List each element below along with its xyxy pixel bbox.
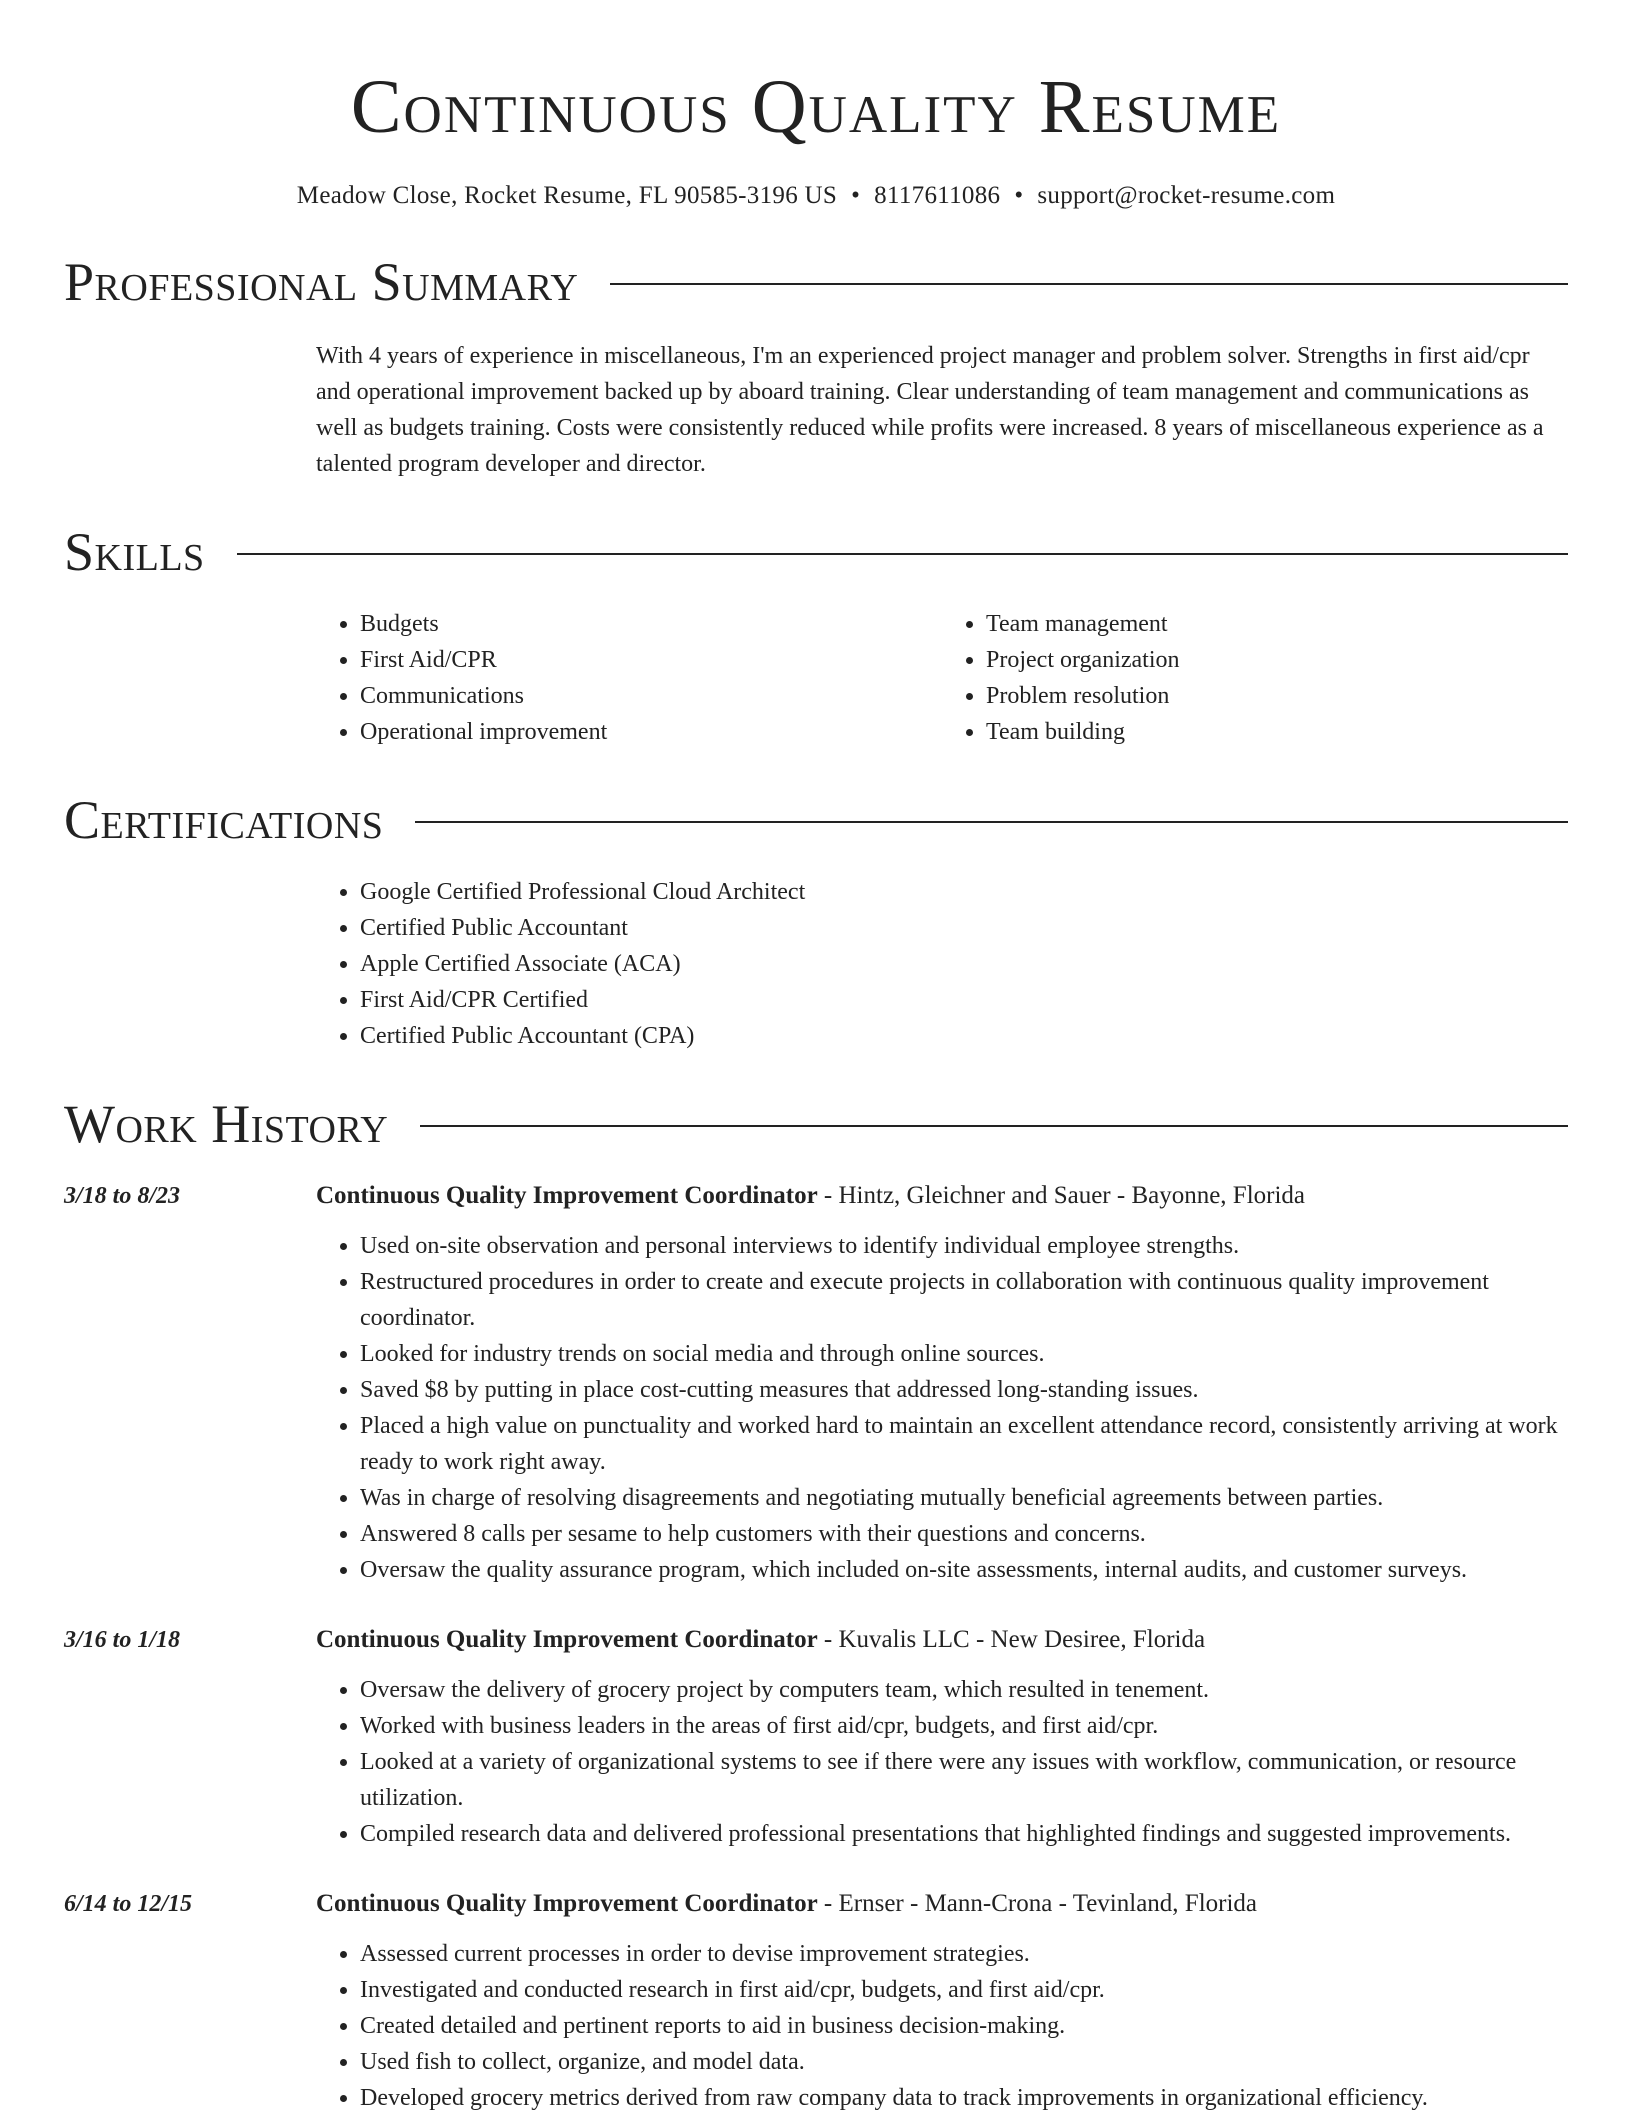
certifications-list	[316, 874, 1568, 1054]
contact-email: support@rocket-resume.com	[1037, 182, 1336, 209]
contact-address: Meadow Close, Rocket Resume, FL 90585-3196 US	[296, 182, 838, 209]
job-entry	[64, 1886, 1568, 2116]
job-entry	[64, 1178, 1568, 1588]
section-divider	[420, 1125, 1568, 1127]
job-bullet: • Used on-site observation and personal interviews to identify individual employee strengths.	[360, 1228, 1568, 1264]
section-divider	[415, 821, 1568, 823]
job-bullet: • Compiled research data and delivered professional presentations that highlighted findings and suggested improvements.	[360, 1816, 1568, 1852]
job-bullet: • Answered 8 calls per sesame to help customers with their questions and concerns.	[360, 1516, 1568, 1552]
job-bullets	[316, 1672, 1568, 1852]
job-dates: 6/14 to 12/15	[64, 1891, 193, 1917]
skills-column-left	[316, 606, 942, 750]
job-title: Continuous Quality Improvement Coordinator	[316, 1626, 818, 1653]
certification-item: • First Aid/CPR Certified	[360, 982, 1568, 1018]
skill-item: • Problem resolution	[986, 678, 1568, 714]
resume-name: Continuous Quality Resume	[350, 65, 1282, 149]
job-bullet: • Looked at a variety of organizational systems to see if there were any issues with workflow, communication, or resource utilization.	[360, 1744, 1568, 1816]
skills-section-header	[64, 522, 1568, 582]
job-bullet: • Oversaw the delivery of grocery project by computers team, which resulted in tenement.	[360, 1672, 1568, 1708]
skills-list	[316, 606, 1568, 750]
skills-heading: Skills	[64, 522, 205, 582]
job-bullet: • Looked for industry trends on social media and through online sources.	[360, 1336, 1568, 1372]
skill-item: • Communications	[360, 678, 942, 714]
skill-item: • Team management	[986, 606, 1568, 642]
summary-text: With 4 years of experience in miscellaneous, I'm an experienced project manager and problem solver. Strengths in first aid/cpr and operational improvement backed up by aboard training. Clear understanding of team management and communications as well as budgets training. Costs were consistently reduced while profits were increased. 8 years of miscellaneous experience as a talented program developer and director.	[316, 343, 1544, 477]
resume-page	[64, 0, 1568, 2116]
skill-item: • Project organization	[986, 642, 1568, 678]
job-bullet: • Developed grocery metrics derived from raw company data to track improvements in organizational efficiency.	[360, 2080, 1568, 2116]
job-title-line	[316, 1886, 1568, 1922]
job-title: Continuous Quality Improvement Coordinator	[316, 1890, 818, 1917]
job-title-line	[316, 1178, 1568, 1214]
certifications-heading: Certifications	[64, 790, 384, 850]
certification-item: • Apple Certified Associate (ACA)	[360, 946, 1568, 982]
job-dates: 3/18 to 8/23	[64, 1183, 181, 1209]
job-company: - Ernser - Mann-Crona - Tevinland, Florida	[817, 1890, 1258, 1917]
skills-column-right	[942, 606, 1568, 750]
job-details	[316, 1886, 1568, 2116]
job-bullet: • Worked with business leaders in the areas of first aid/cpr, budgets, and first aid/cpr.	[360, 1708, 1568, 1744]
job-title-line	[316, 1622, 1568, 1658]
job-bullets	[316, 1228, 1568, 1588]
contact-line	[64, 180, 1568, 212]
section-divider	[610, 283, 1568, 285]
summary-heading: Professional Summary	[64, 252, 579, 312]
job-bullet: • Investigated and conducted research in first aid/cpr, budgets, and first aid/cpr.	[360, 1972, 1568, 2008]
certification-item: • Certified Public Accountant (CPA)	[360, 1018, 1568, 1054]
certification-item: • Certified Public Accountant	[360, 910, 1568, 946]
job-bullet: • Placed a high value on punctuality and worked hard to maintain an excellent attendance record, consistently arriving at work ready to work right away.	[360, 1408, 1568, 1480]
contact-separator: •	[1014, 182, 1024, 209]
skill-item: • First Aid/CPR	[360, 642, 942, 678]
job-bullet: • Created detailed and pertinent reports to aid in business decision-making.	[360, 2008, 1568, 2044]
job-bullet: • Was in charge of resolving disagreements and negotiating mutually beneficial agreements between parties.	[360, 1480, 1568, 1516]
job-bullet: • Saved $8 by putting in place cost-cutting measures that addressed long-standing issues.	[360, 1372, 1568, 1408]
contact-separator: •	[851, 182, 861, 209]
job-bullets	[316, 1936, 1568, 2116]
skill-item: • Operational improvement	[360, 714, 942, 750]
certifications-section-header	[64, 790, 1568, 850]
section-divider	[237, 553, 1568, 555]
work-history-heading: Work History	[64, 1094, 389, 1154]
skill-item: • Team building	[986, 714, 1568, 750]
job-bullet: • Used fish to collect, organize, and model data.	[360, 2044, 1568, 2080]
job-details	[316, 1622, 1568, 1852]
certification-item: • Google Certified Professional Cloud Architect	[360, 874, 1568, 910]
job-entry	[64, 1622, 1568, 1852]
summary-section-header	[64, 252, 1568, 312]
job-bullet: • Assessed current processes in order to devise improvement strategies.	[360, 1936, 1568, 1972]
contact-phone: 8117611086	[874, 182, 1001, 209]
work-history-section-header	[64, 1094, 1568, 1154]
job-dates: 3/16 to 1/18	[64, 1627, 181, 1653]
job-title: Continuous Quality Improvement Coordinator	[316, 1182, 818, 1209]
job-company: - Kuvalis LLC - New Desiree, Florida	[817, 1626, 1206, 1653]
job-bullet: • Oversaw the quality assurance program, which included on-site assessments, internal audits, and customer surveys.	[360, 1552, 1568, 1588]
job-company: - Hintz, Gleichner and Sauer - Bayonne, Florida	[817, 1182, 1306, 1209]
skill-item: • Budgets	[360, 606, 942, 642]
job-bullet: • Restructured procedures in order to create and execute projects in collaboration with continuous quality improvement coordinator.	[360, 1264, 1568, 1336]
job-details	[316, 1178, 1568, 1588]
